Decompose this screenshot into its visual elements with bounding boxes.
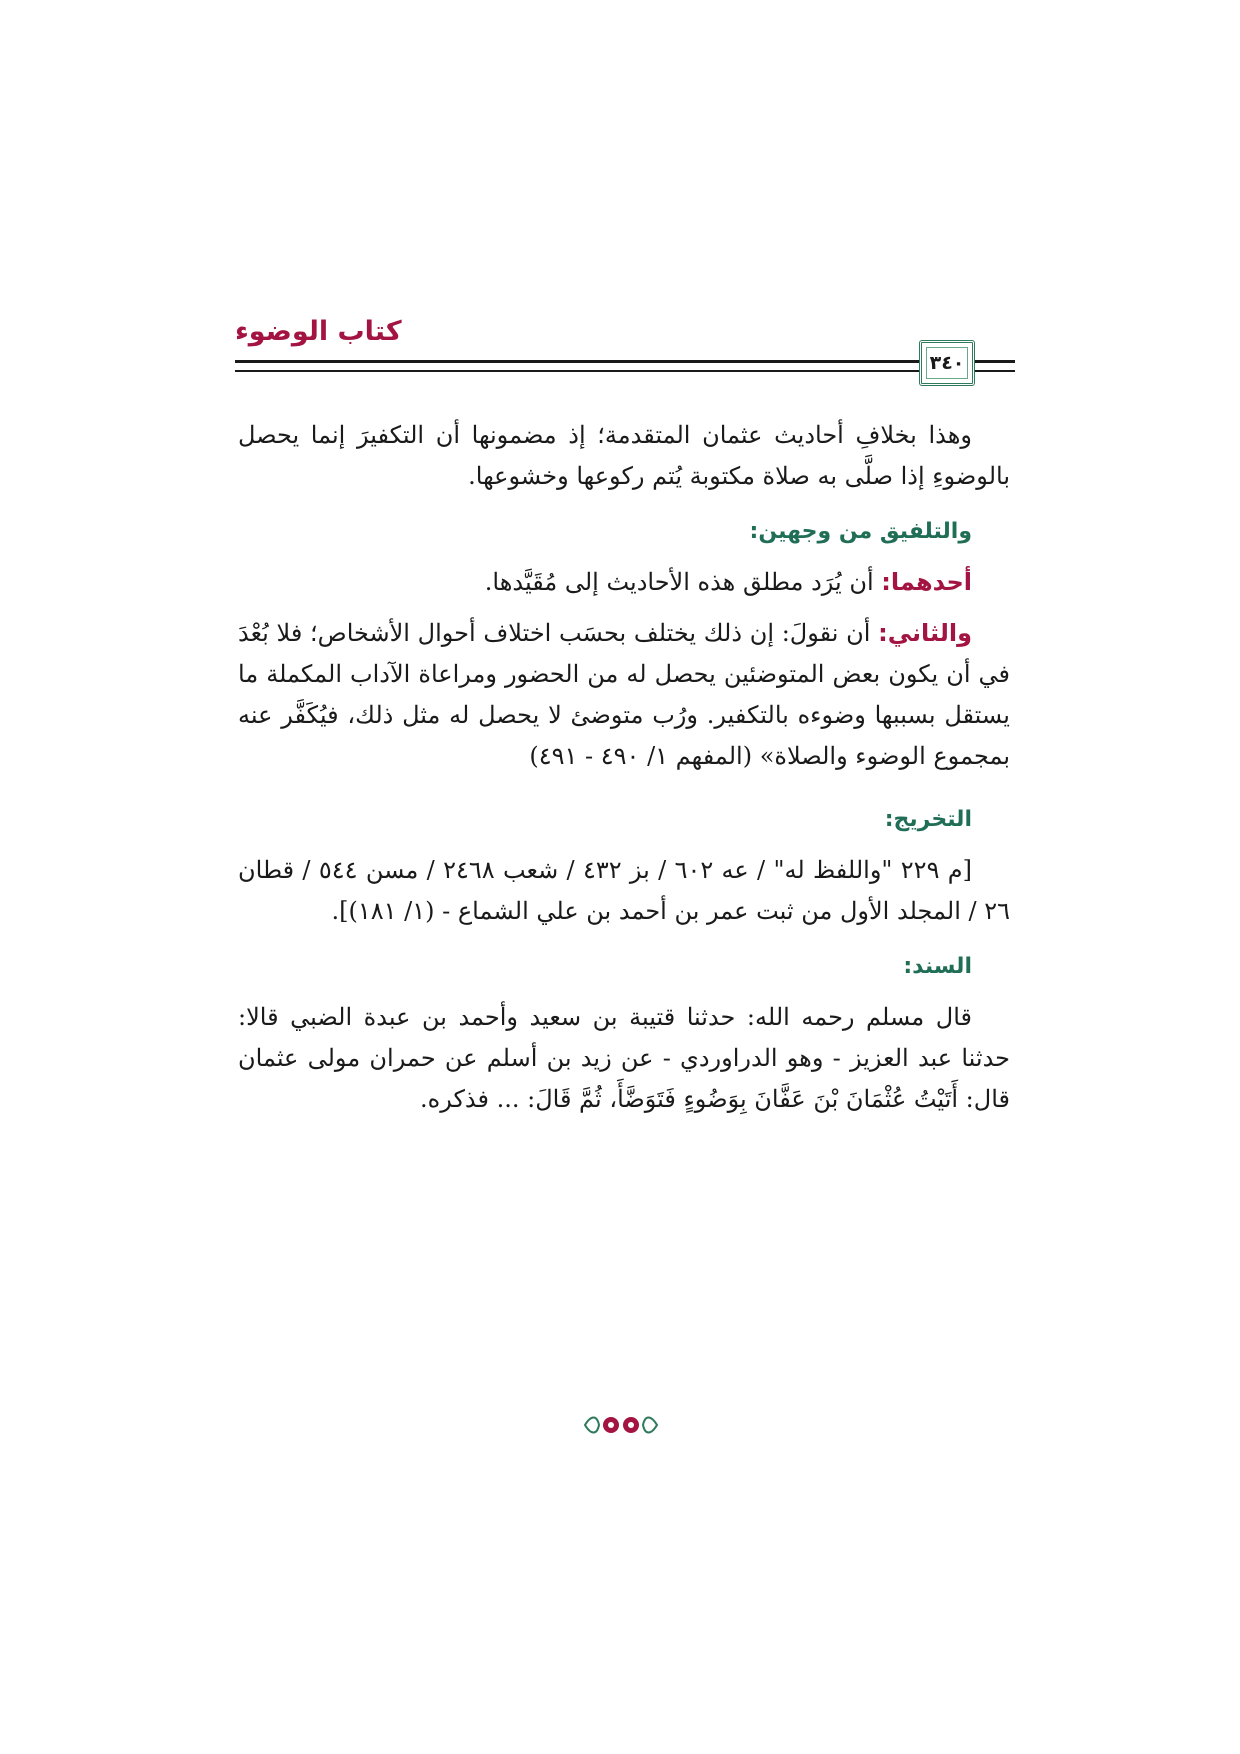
header-rule-bottom [235,370,983,372]
floral-divider-ornament-icon [583,1410,659,1440]
page-header [235,308,1015,388]
heading-takhrij: التخريج: [884,807,972,832]
first-label: أحدهما: [881,568,972,596]
header-rule-tail-bottom [975,370,1015,372]
second-label: والثاني: [878,619,972,647]
header-rule-tail-top [975,360,1015,363]
page-body [238,415,1010,1120]
page-number-badge [919,340,975,386]
page-number: ٣٤٠ [929,352,965,374]
header-rule-top [235,360,983,363]
paragraph-first [238,562,1010,603]
second-text: أن نقولَ: إن ذلك يختلف بحسَب اختلاف أحوال الأشخاص؛ فلا بُعْدَ في أن يكون بعض المتوضئين يحصل له من الحضور ومراعاة الآداب المكملة ما يستقل بسببها وضوءه بالتكفير. ورُب متوضئ لا يحصل له مثل ذلك، فيُكَفَّر عنه بمجموع الوضوء والصلاة» (المفهم ١/ ٤٩٠ - ٤٩١) [238,619,1010,770]
heading-sanad: السند: [903,954,972,979]
first-text: أن يُرَد مطلق هذه الأحاديث إلى مُقَيَّدها. [484,568,882,596]
heading-talfiq: والتلفيق من وجهين: [749,519,972,544]
paragraph-takhrij: [م ٢٢٩ "واللفظ له" / عه ٦٠٢ / بز ٤٣٢ / شعب ٢٤٦٨ / مسن ٥٤٤ / قطان ٢٦ / المجلد الأول من ثبت عمر بن أحمد بن علي الشماع - (١/ ١٨١)]. [238,856,1010,925]
book-title: كتاب الوضوء [235,316,402,347]
paragraph-second [238,613,1010,777]
paragraph-intro: وهذا بخلافِ أحاديث عثمان المتقدمة؛ إذ مضمونها أن التكفيرَ إنما يحصل بالوضوءِ إذا صلَّى به صلاة مكتوبة يُتم ركوعها وخشوعها. [238,421,1010,490]
paragraph-sanad: قال مسلم رحمه الله: حدثنا قتيبة بن سعيد وأحمد بن عبدة الضبي قالا: حدثنا عبد العزيز - وهو الدراوردي - عن زيد بن أسلم عن حمران مولى عثمان قال: أَتَيْتُ عُثْمَانَ بْنَ عَفَّانَ بِوَضُوءٍ فَتَوَضَّأَ، ثُمَّ قَالَ: ... فذكره. [238,1003,1010,1113]
